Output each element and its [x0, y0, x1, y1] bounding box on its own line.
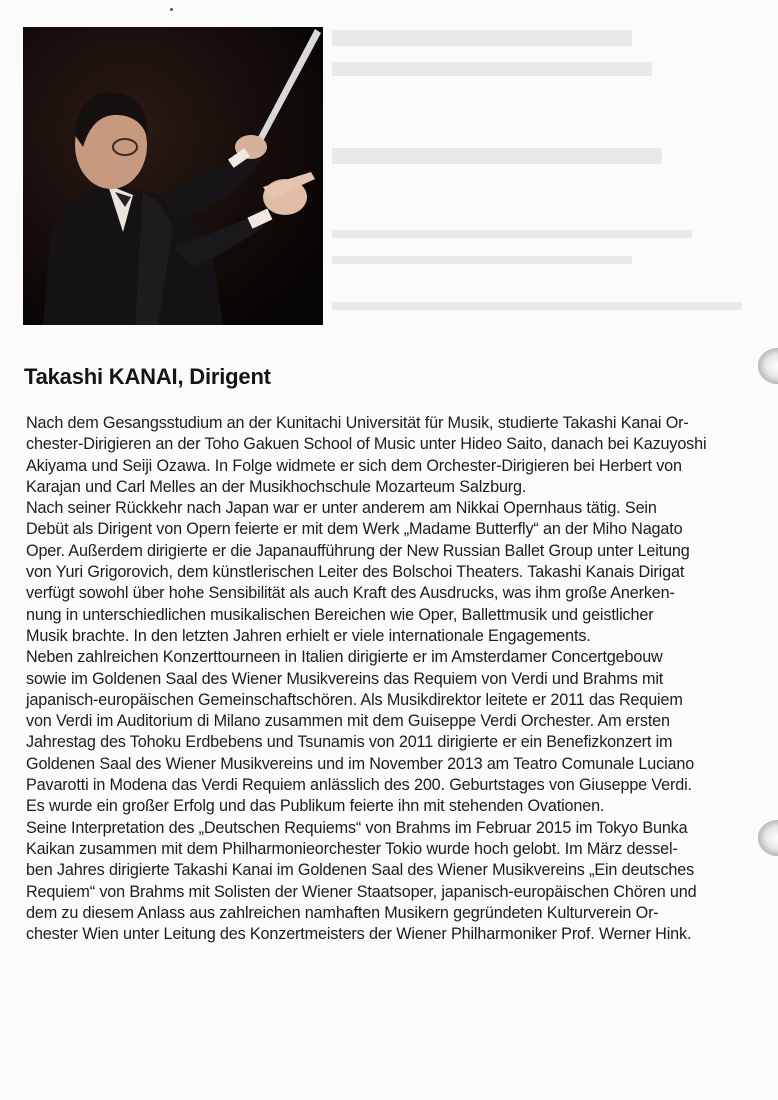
- bio-line: Es wurde ein großer Erfolg und das Publikum feierte ihn mit stehenden Ovationen.: [26, 797, 605, 816]
- bio-line: Karajan und Carl Melles an der Musikhochschule Mozarteum Salzburg.: [26, 477, 527, 496]
- bio-line: chester Wien unter Leitung des Konzertmeisters der Wiener Philharmoniker Prof. Werner Hink.: [26, 925, 692, 944]
- bio-line: verfügt sowohl über hohe Sensibilität als auch Kraft des Ausdrucks, was ihm große Anerken-: [26, 584, 675, 603]
- page-curl-upper: [758, 348, 778, 384]
- bio-line: nung in unterschiedlichen musikalischen Bereichen wie Oper, Ballettmusik und geistlicher: [26, 605, 654, 624]
- bio-line: dem zu diesem Anlass aus zahlreichen namhaften Musikern gegründeten Kulturverein Or-: [26, 903, 659, 922]
- bio-line: von Verdi im Auditorium di Milano zusammen mit dem Guiseppe Verdi Orchester. Am ersten: [26, 712, 670, 731]
- bio-line: Goldenen Saal des Wiener Musikvereins und im November 2013 am Teatro Comunale Luciano: [26, 754, 695, 773]
- bio-line: Akiyama und Seiji Ozawa. In Folge widmete er sich dem Orchester-Dirigieren bei Herbert von: [26, 456, 682, 475]
- page-speck: [170, 8, 173, 11]
- bio-line: japanisch-europäischen Gemeinschaftschören. Als Musikdirektor leitete er 2011 das Requiem: [26, 690, 683, 709]
- bio-line: Seine Interpretation des „Deutschen Requiems“ von Brahms im Februar 2015 im Tokyo Bunka: [26, 818, 688, 837]
- bio-line: Pavarotti in Modena das Verdi Requiem anlässlich des 200. Geburtstages von Giuseppe Verdi.: [26, 776, 692, 795]
- conductor-illustration: [23, 27, 323, 325]
- bio-line: Oper. Außerdem dirigierte er die Japanaufführung der New Russian Ballet Group unter Leitung: [26, 541, 690, 560]
- bio-line: chester-Dirigieren an der Toho Gakuen School of Music unter Hideo Saito, danach bei Kazuyoshi: [26, 435, 707, 454]
- bio-line: Musik brachte. In den letzten Jahren erhielt er viele internationale Engagements.: [26, 626, 591, 645]
- bio-line: von Yuri Grigorovich, dem künstlerischen Leiter des Bolschoi Theaters. Takashi Kanais Dirigat: [26, 563, 685, 582]
- show-through-text: [322, 20, 762, 350]
- bio-line: sowie im Goldenen Saal des Wiener Musikvereins das Requiem von Verdi und Brahms mit: [26, 669, 664, 688]
- biography-text: [26, 413, 766, 945]
- bio-line: Neben zahlreichen Konzerttourneen in Italien dirigierte er im Amsterdamer Concertgebouw: [26, 648, 663, 667]
- bio-line: Requiem“ von Brahms mit Solisten der Wiener Staatsoper, japanisch-europäischen Chören und: [26, 882, 697, 901]
- bio-line: ben Jahres dirigierte Takashi Kanai im Goldenen Saal des Wiener Musikvereins „Ein deutsches: [26, 861, 695, 880]
- bio-line: Nach dem Gesangsstudium an der Kunitachi Universität für Musik, studierte Takashi Kanai Or-: [26, 414, 689, 432]
- bio-line: Nach seiner Rückkehr nach Japan war er unter anderem am Nikkai Opernhaus tätig. Sein: [26, 499, 657, 518]
- conductor-photo: [23, 27, 323, 325]
- bio-line: Kaikan zusammen mit dem Philharmonieorchester Tokio wurde hoch gelobt. Im März dessel-: [26, 839, 678, 858]
- bio-line: Jahrestag des Tohoku Erdbebens und Tsunamis von 2011 dirigierte er ein Benefizkonzert im: [26, 733, 673, 752]
- page-title: Takashi KANAI, Dirigent: [24, 364, 271, 389]
- bio-line: Debüt als Dirigent von Opern feierte er mit dem Werk „Madame Butterfly“ an der Miho Nagato: [26, 520, 683, 539]
